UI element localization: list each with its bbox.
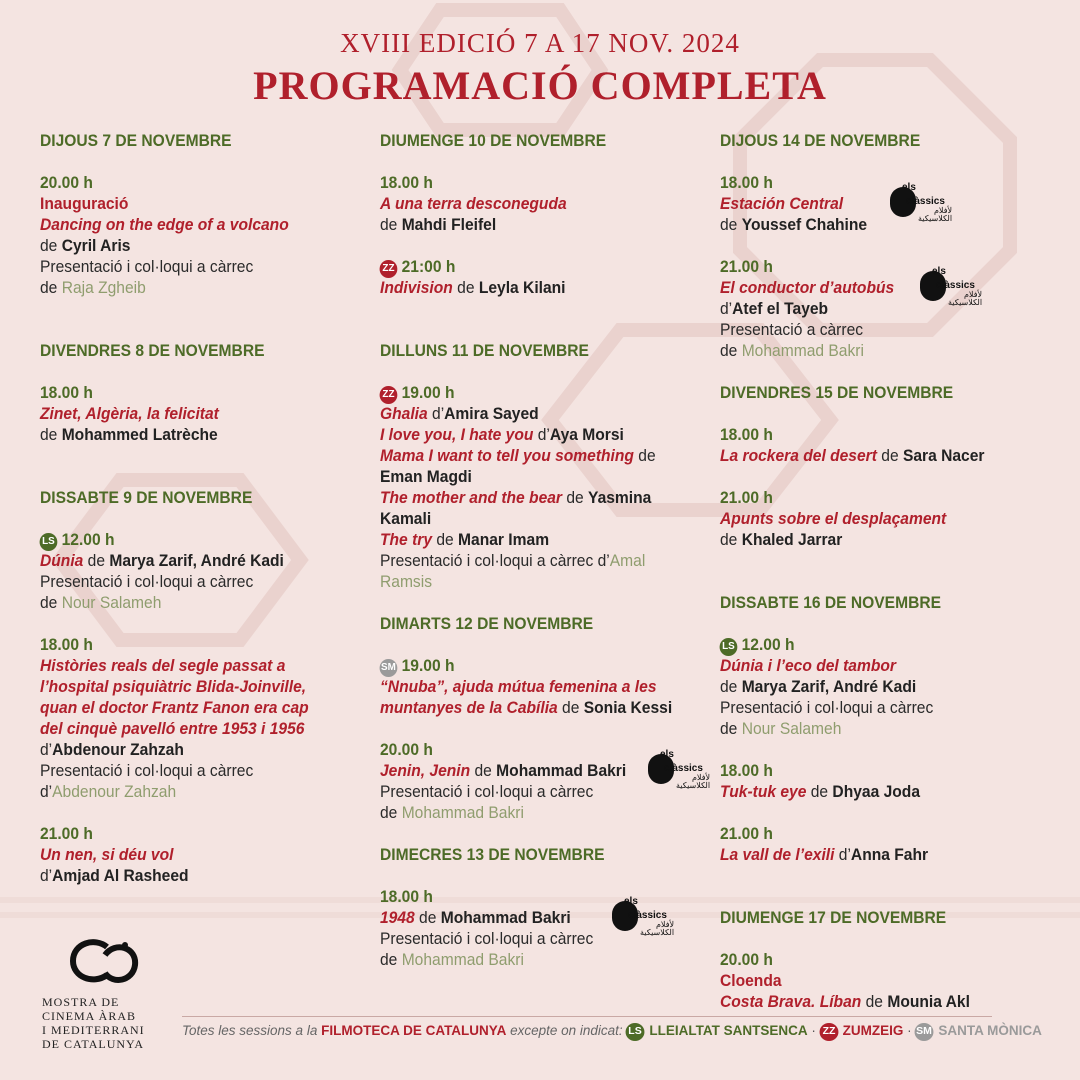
film-title: del cinquè pavelló entre 1953 i 1956 xyxy=(40,719,305,738)
film-title: Un nen, si déu vol xyxy=(40,845,174,864)
film-title: muntanyes de la Cabília xyxy=(380,698,558,717)
film-title: The mother and the bear xyxy=(380,488,563,507)
sm-badge: SM xyxy=(915,1023,934,1041)
day-heading: DILLUNS 11 DE NOVEMBRE xyxy=(380,341,589,360)
director-name: Khaled Jarrar xyxy=(741,530,843,549)
line-text: de xyxy=(720,677,742,696)
line-text: de xyxy=(806,782,833,801)
film-title: Ghalia xyxy=(380,404,428,423)
day-heading: DIMARTS 12 DE NOVEMBRE xyxy=(380,614,594,633)
film-title: El conductor d’autobús xyxy=(720,278,895,297)
zz-badge: ZZ xyxy=(819,1023,838,1041)
session-line xyxy=(380,781,593,802)
line-text: Presentació i col·loqui a càrrec xyxy=(40,761,254,780)
film-title: Dancing on the edge of a volcano xyxy=(40,215,289,234)
session-line xyxy=(720,676,916,697)
session-line xyxy=(40,214,289,235)
line-text: de xyxy=(720,719,742,738)
time-text: 18.00 h xyxy=(720,761,773,780)
line-text: Presentació i col·loqui a càrrec xyxy=(40,572,254,591)
session-time xyxy=(380,739,433,760)
session-line xyxy=(720,277,894,298)
film-title: Apunts sobre el desplaçament xyxy=(720,509,947,528)
director-name: Leyla Kilani xyxy=(478,278,566,297)
session-time xyxy=(380,382,455,404)
director-name: Anna Fahr xyxy=(850,845,929,864)
session-line xyxy=(40,697,309,718)
film-title: Costa Brava. Líban xyxy=(720,992,862,1011)
day-heading: DISSABTE 9 DE NOVEMBRE xyxy=(40,488,253,507)
ls-badge: LS xyxy=(626,1023,645,1041)
director-name: Sonia Kessi xyxy=(583,698,673,717)
session-line xyxy=(720,991,970,1012)
time-text: 21.00 h xyxy=(720,824,773,843)
director-name: Youssef Chahine xyxy=(741,215,868,234)
line-text: de xyxy=(83,551,110,570)
line-text: Presentació i col·loqui a càrrec xyxy=(40,257,254,276)
line-text: d’ xyxy=(40,782,53,801)
sm-label: SANTA MÒNICA xyxy=(938,1023,1042,1038)
director-name: Aya Morsi xyxy=(549,425,624,444)
footer-intro: Totes les sessions a la xyxy=(182,1023,322,1038)
time-text: 21.00 h xyxy=(40,824,93,843)
day-heading: DIVENDRES 15 DE NOVEMBRE xyxy=(720,383,954,402)
session-line xyxy=(380,529,549,550)
guest-name: Mohammad Bakri xyxy=(741,341,864,360)
session-time xyxy=(720,823,773,844)
session-line xyxy=(380,949,524,970)
time-text: 19.00 h xyxy=(401,656,455,675)
session-line xyxy=(40,844,173,865)
day-heading: DIMECRES 13 DE NOVEMBRE xyxy=(380,845,605,864)
session-line xyxy=(40,193,128,214)
event-label: Inauguració xyxy=(40,194,129,213)
director-name: Atef el Tayeb xyxy=(732,299,829,318)
classics-line2: clàssics xyxy=(664,763,703,774)
film-title: quan el doctor Frantz Fanon era cap xyxy=(40,698,309,717)
festival-name-line: I MEDITERRANI xyxy=(42,1023,145,1037)
session-time xyxy=(40,172,93,193)
session-line xyxy=(380,802,524,823)
director-name: Sara Nacer xyxy=(902,446,985,465)
session-line xyxy=(40,571,253,592)
line-text: de xyxy=(881,446,903,465)
footer-venue: FILMOTECA DE CATALUNYA xyxy=(321,1023,507,1038)
session-line xyxy=(380,571,432,592)
session-line xyxy=(380,403,539,424)
zz-label: ZUMZEIG xyxy=(842,1023,904,1038)
venue-badge: ZZ xyxy=(380,260,398,278)
director-name: Dhyaa Joda xyxy=(832,782,920,801)
film-title: La vall de l’exili xyxy=(720,845,835,864)
director-name: Yasmina xyxy=(588,488,652,507)
line-text: de xyxy=(720,215,742,234)
session-line xyxy=(720,193,843,214)
guest-name: Nour Salameh xyxy=(61,593,162,612)
time-text: 18.00 h xyxy=(40,635,93,654)
session-time xyxy=(720,172,773,193)
director-name: Mohammad Bakri xyxy=(440,908,571,927)
session-line xyxy=(720,844,928,865)
festival-name-line: DE CATALUNYA xyxy=(42,1037,145,1051)
classics-line2: clàssics xyxy=(906,196,945,207)
session-line xyxy=(720,697,933,718)
session-line xyxy=(380,277,566,298)
session-line xyxy=(720,718,841,739)
session-time xyxy=(380,886,433,907)
session-line xyxy=(40,865,189,886)
guest-name: Mohammad Bakri xyxy=(401,803,524,822)
line-text: de xyxy=(633,446,656,465)
session-line xyxy=(40,781,176,802)
session-line xyxy=(720,655,896,676)
classics-arabic: لأفلام الكلاسيكية xyxy=(676,773,711,790)
session-line xyxy=(720,214,867,235)
classics-arabic: لأفلام الكلاسيكية xyxy=(918,206,953,223)
session-line xyxy=(40,403,219,424)
session-line xyxy=(720,970,782,991)
session-time xyxy=(720,424,773,445)
line-text: de xyxy=(380,215,402,234)
session-line xyxy=(40,256,253,277)
edition-line: XVIII EDICIÓ 7 A 17 NOV. 2024 xyxy=(340,28,740,58)
event-label: Cloenda xyxy=(720,971,782,990)
session-line xyxy=(720,781,920,802)
guest-name: Raja Zgheib xyxy=(61,278,146,297)
festival-logo-icon xyxy=(40,935,170,993)
session-line xyxy=(380,193,567,214)
line-text: Presentació i col·loqui a càrrec d’ xyxy=(380,551,610,570)
footer-sep: · xyxy=(903,1023,916,1038)
time-text: 18.00 h xyxy=(720,173,773,192)
line-text: de xyxy=(562,488,589,507)
line-text: d’ xyxy=(533,425,550,444)
session-line xyxy=(40,550,284,571)
session-time xyxy=(380,256,455,278)
line-text: de xyxy=(380,950,402,969)
venue-badge: LS xyxy=(40,533,58,551)
session-time xyxy=(40,382,93,403)
classics-line2: clàssics xyxy=(628,910,667,921)
guest-name: Amal xyxy=(609,551,646,570)
director-name: Amjad Al Rasheed xyxy=(52,866,189,885)
session-line xyxy=(380,676,657,697)
film-title: A una terra desconeguda xyxy=(380,194,567,213)
line-text: de xyxy=(470,761,497,780)
director-name: Kamali xyxy=(380,509,432,528)
session-line xyxy=(380,445,656,466)
film-title: Dúnia xyxy=(40,551,84,570)
footer-divider xyxy=(182,1016,992,1017)
time-text: 20.00 h xyxy=(720,950,773,969)
footer-note xyxy=(182,1023,1042,1041)
els-classics-logo xyxy=(648,749,711,790)
film-title: Dúnia i l’eco del tambor xyxy=(720,656,896,675)
venue-badge: ZZ xyxy=(380,386,398,404)
line-text: Presentació i col·loqui a càrrec xyxy=(380,929,594,948)
session-line xyxy=(380,424,624,445)
director-name: Mahdi Fleifel xyxy=(401,215,497,234)
film-title: I love you, I hate you xyxy=(380,425,534,444)
session-line xyxy=(720,319,863,340)
session-time xyxy=(720,949,773,970)
director-name: Mohammed Latrèche xyxy=(61,425,218,444)
session-line xyxy=(380,214,496,235)
ls-label: LLEIALTAT SANTSENCA xyxy=(649,1023,808,1038)
film-title: 1948 xyxy=(380,908,415,927)
film-title: Tuk-tuk eye xyxy=(720,782,807,801)
line-text: d’ xyxy=(427,404,445,423)
film-title: Històries reals del segle passat a xyxy=(40,656,286,675)
venue-badge: SM xyxy=(380,659,398,677)
time-text: 20.00 h xyxy=(40,173,93,192)
session-line xyxy=(380,928,593,949)
session-line xyxy=(720,529,842,550)
time-text: 20.00 h xyxy=(380,740,433,759)
film-title: Mama I want to tell you something xyxy=(380,446,634,465)
els-classics-logo xyxy=(612,896,675,937)
director-name: Mohammad Bakri xyxy=(496,761,627,780)
day-heading: DISSABTE 16 DE NOVEMBRE xyxy=(720,593,942,612)
line-text: d’ xyxy=(40,866,53,885)
session-line xyxy=(40,235,130,256)
film-title: Zinet, Algèria, la felicitat xyxy=(40,404,219,423)
venue-badge: LS xyxy=(720,638,738,656)
session-line xyxy=(380,550,645,571)
time-text: 12.00 h xyxy=(61,530,115,549)
time-text: 21.00 h xyxy=(720,488,773,507)
time-text: 12.00 h xyxy=(741,635,795,654)
session-line xyxy=(380,508,431,529)
guest-name: Mohammad Bakri xyxy=(401,950,524,969)
day-heading: DIJOUS 7 DE NOVEMBRE xyxy=(40,131,232,150)
session-line xyxy=(720,298,828,319)
page-title: PROGRAMACIÓ COMPLETA xyxy=(253,63,827,108)
session-line xyxy=(720,508,946,529)
time-text: 19.00 h xyxy=(401,383,455,402)
film-title: The try xyxy=(380,530,433,549)
director-name: Mounia Akl xyxy=(887,992,970,1011)
session-time xyxy=(380,655,455,677)
line-text: d’ xyxy=(834,845,851,864)
time-text: 18.00 h xyxy=(40,383,93,402)
line-text: de xyxy=(40,593,62,612)
festival-name-line: MOSTRA DE xyxy=(42,995,120,1009)
classics-arabic: لأفلام الكلاسيكية xyxy=(640,920,675,937)
classics-arabic: لأفلام الكلاسيكية xyxy=(948,290,983,307)
line-text: de xyxy=(432,530,459,549)
session-line xyxy=(40,676,306,697)
session-line xyxy=(40,760,253,781)
session-line xyxy=(380,907,571,928)
line-text: de xyxy=(40,278,62,297)
film-title: La rockera del desert xyxy=(720,446,882,465)
film-title: Jenin, Jenin xyxy=(380,761,471,780)
session-time xyxy=(40,823,93,844)
guest-name: Ramsis xyxy=(380,572,433,591)
classics-line1: els xyxy=(902,182,916,193)
line-text: de xyxy=(40,236,62,255)
line-text: de xyxy=(861,992,888,1011)
director-name: Amira Sayed xyxy=(444,404,539,423)
session-time xyxy=(720,487,773,508)
director-name: Cyril Aris xyxy=(61,236,131,255)
film-title: Estación Central xyxy=(720,194,844,213)
session-time xyxy=(720,760,773,781)
session-time xyxy=(40,634,93,655)
film-title: Indivision xyxy=(380,278,453,297)
session-line xyxy=(380,760,626,781)
line-text: Presentació i col·loqui a càrrec xyxy=(380,782,594,801)
guest-name: Nour Salameh xyxy=(741,719,842,738)
classics-line1: els xyxy=(624,896,638,907)
day-heading: DIUMENGE 17 DE NOVEMBRE xyxy=(720,908,947,927)
line-text: de xyxy=(720,341,742,360)
line-text: de xyxy=(452,278,479,297)
director-name: Marya Zarif, André Kadi xyxy=(741,677,917,696)
session-line xyxy=(720,340,864,361)
line-text: d’ xyxy=(40,740,53,759)
director-name: Marya Zarif, André Kadi xyxy=(109,551,284,570)
line-text: de xyxy=(720,530,742,549)
time-text: 21:00 h xyxy=(401,257,456,276)
line-text: Presentació a càrrec xyxy=(720,320,864,339)
director-name: Eman Magdi xyxy=(380,467,472,486)
director-name: Manar Imam xyxy=(458,530,550,549)
footer-sep: · xyxy=(807,1023,820,1038)
session-time xyxy=(40,529,115,551)
session-line xyxy=(380,487,651,508)
time-text: 18.00 h xyxy=(380,173,433,192)
line-text: de xyxy=(557,698,584,717)
session-time xyxy=(720,256,773,277)
session-line xyxy=(40,739,184,760)
film-title: “Nnuba”, ajuda mútua femenina a les xyxy=(380,677,657,696)
day-heading: DIVENDRES 8 DE NOVEMBRE xyxy=(40,341,265,360)
session-line xyxy=(40,718,304,739)
line-text: de xyxy=(40,425,62,444)
els-classics-logo xyxy=(920,266,983,307)
line-text: de xyxy=(414,908,441,927)
session-time xyxy=(720,634,795,656)
festival-name xyxy=(42,995,145,1051)
time-text: 18.00 h xyxy=(380,887,433,906)
guest-name: Abdenour Zahzah xyxy=(52,782,177,801)
session-time xyxy=(380,172,433,193)
day-heading: DIJOUS 14 DE NOVEMBRE xyxy=(720,131,921,150)
session-line xyxy=(720,445,984,466)
session-line xyxy=(380,466,472,487)
film-title: l’hospital psiquiàtric Blida-Joinville, xyxy=(40,677,307,696)
line-text: Presentació i col·loqui a càrrec xyxy=(720,698,934,717)
session-line xyxy=(40,277,146,298)
session-line xyxy=(380,697,672,718)
classics-line2: clàssics xyxy=(936,280,975,291)
time-text: 21.00 h xyxy=(720,257,773,276)
session-line xyxy=(40,655,285,676)
session-line xyxy=(40,424,218,445)
classics-line1: els xyxy=(932,266,946,277)
session-line xyxy=(40,592,161,613)
time-text: 18.00 h xyxy=(720,425,773,444)
director-name: Abdenour Zahzah xyxy=(52,740,184,759)
line-text: de xyxy=(380,803,402,822)
day-heading: DIUMENGE 10 DE NOVEMBRE xyxy=(380,131,607,150)
line-text: d’ xyxy=(720,299,733,318)
els-classics-logo xyxy=(890,182,953,223)
footer-except: excepte on indicat: xyxy=(506,1023,627,1038)
festival-name-line: CINEMA ÀRAB xyxy=(42,1009,137,1023)
classics-line1: els xyxy=(660,749,674,760)
